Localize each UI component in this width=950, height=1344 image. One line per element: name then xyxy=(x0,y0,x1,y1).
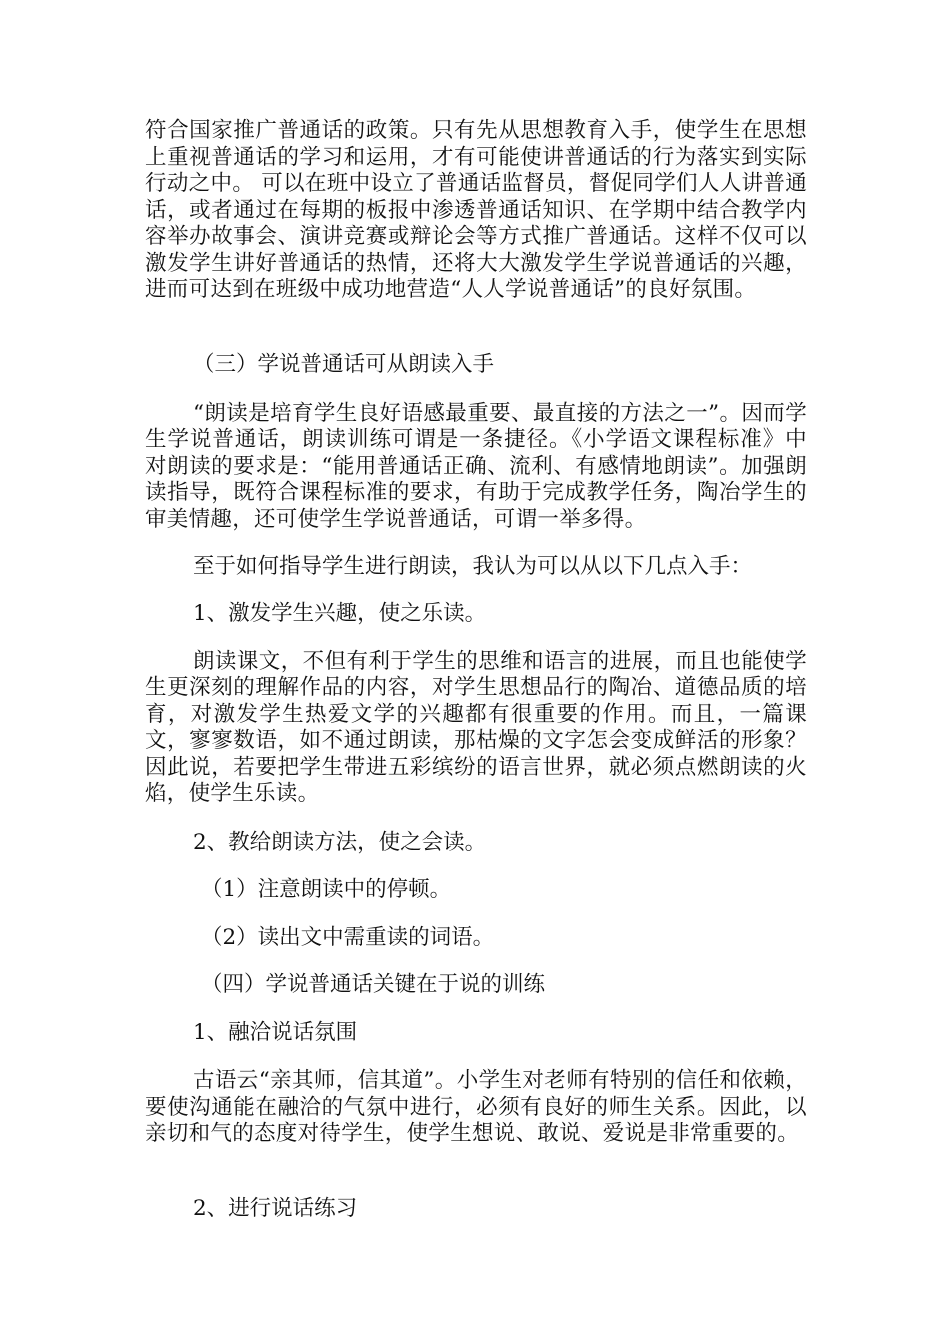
list-item-3: 1、融洽说话氛围 xyxy=(193,1019,358,1045)
paragraph-reading-importance: “朗读是培育学生良好语感最重要、最直接的方法之一”。因而学生学说普通话，朗读训练可谓是一条捷径。《小学语文课程标准》中对朗读的要求是：“能用普通话正确、流利、有感情地朗读”。加强朗读指导，既符合课程标准的要求，有助于完成教学任务，陶冶学生的审美情趣，还可使学生学说普通话，可谓一举多得。 xyxy=(145,400,807,532)
document-page xyxy=(145,118,807,1223)
list-item-4: 2、进行说话练习 xyxy=(193,1196,358,1221)
list-item-1: 1、激发学生兴趣，使之乐读。 xyxy=(193,601,487,626)
paragraph-teacher-relationship: 古语云“亲其师，信其道”。小学生对老师有特别的信任和依赖，要使沟通能在融洽的气氛中进行，必须有良好的师生关系。因此，以亲切和气的态度对待学生，使学生想说、敢说、爱说是非常重要的。 xyxy=(145,1068,807,1146)
sub-item-1: （1）注意朗读中的停顿。 xyxy=(201,877,452,902)
list-item-2: 2、教给朗读方法，使之会读。 xyxy=(193,829,487,855)
section-heading-3: （三）学说普通话可从朗读入手 xyxy=(193,352,495,377)
sub-item-2: （2）读出文中需重读的词语。 xyxy=(201,924,495,950)
paragraph-reading-intro: 至于如何指导学生进行朗读，我认为可以从以下几点入手： xyxy=(193,553,753,579)
section-heading-4: （四）学说普通话关键在于说的训练 xyxy=(201,972,546,997)
paragraph-promotion-policy: 符合国家推广普通话的政策。只有先从思想教育入手，使学生在思想上重视普通话的学习和运用，才有可能使讲普通话的行为落实到实际行动之中。 可以在班中设立了普通话监督员，督促同学们人人讲普通话，或者通过在每期的板报中渗透普通话知识、在学期中结合教学内容举办故事会、演讲竞赛或辩论会等方式推广普通话。这样不仅可以激发学生讲好普通话的热情，还将大大激发学生学说普通话的兴趣，进而可达到在班级中成功地营造“人人学说普通话”的良好氛围。 xyxy=(145,118,807,302)
paragraph-reading-interest: 朗读课文，不但有利于学生的思维和语言的进展，而且也能使学生更深刻的理解作品的内容，对学生思想品行的陶冶、道德品质的培育，对激发学生热爱文学的兴趣都有很重要的作用。而且，一篇课文，寥寥数语，如不通过朗读，那枯燥的文字怎会变成鲜活的形象？因此说，若要把学生带进五彩缤纷的语言世界，就必须点燃朗读的火焰，使学生乐读。 xyxy=(145,648,807,806)
